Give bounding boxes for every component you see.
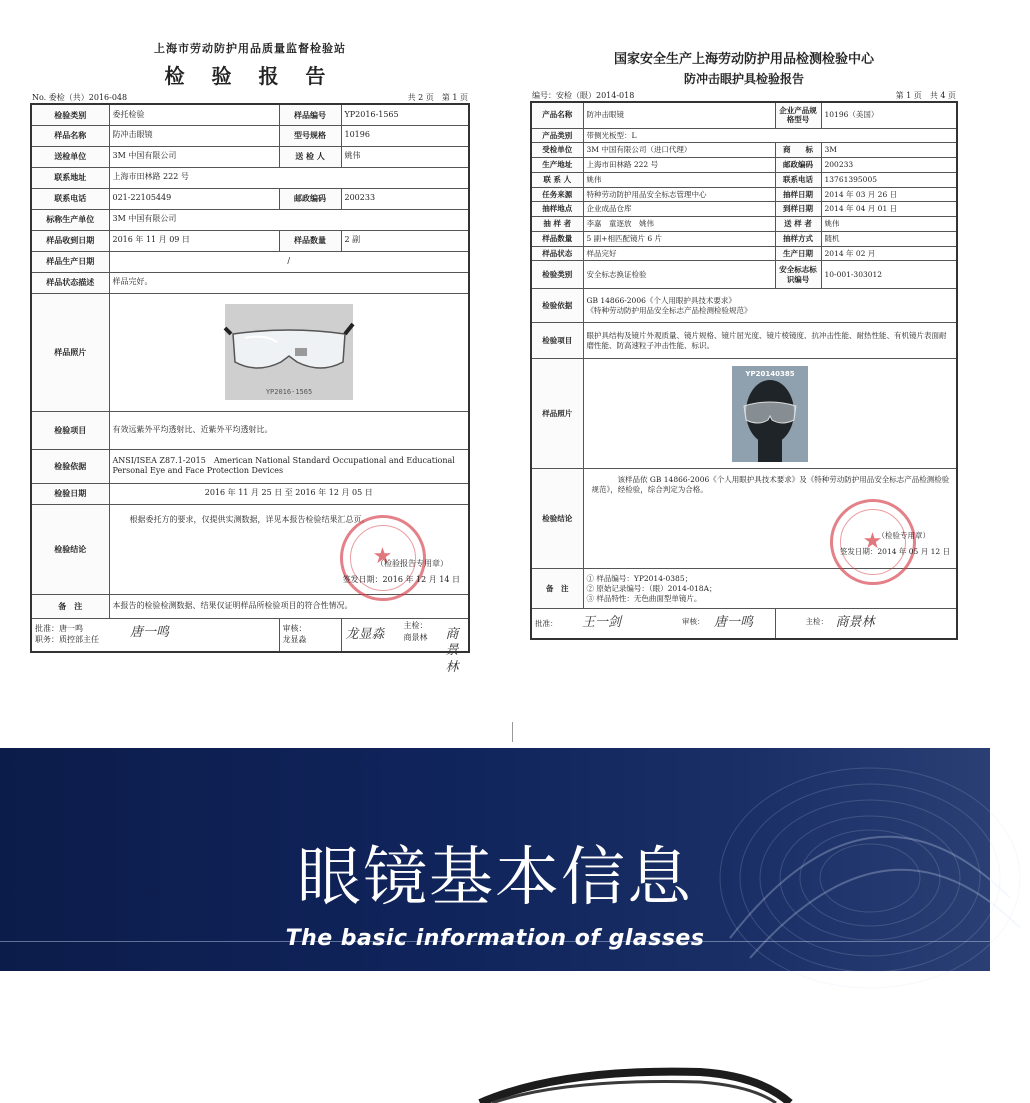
official-stamp <box>340 515 426 601</box>
value-producer: 3M 中国有限公司 <box>109 209 469 230</box>
r-label-contact: 联 系 人 <box>531 172 583 187</box>
label-postcode: 邮政编码 <box>279 188 341 209</box>
reviewer-cell <box>279 618 341 652</box>
label-sender-person: 送 检 人 <box>279 146 341 167</box>
right-report-page: 第 1 页 共 4 页 <box>895 91 956 100</box>
r-stamp-caption: （检验专用章） <box>877 531 930 541</box>
r-value-unit: 3M 中国有限公司（进口代理） <box>583 143 775 158</box>
glasses-product-peek <box>0 1060 990 1103</box>
value-model: 10196 <box>341 125 469 146</box>
r-remark-3: ③ 样品特性：无色曲面型单镜片。 <box>586 593 702 603</box>
r-label-conclusion: 检验结论 <box>531 469 583 569</box>
approver-label: 批准：唐一鸣 <box>35 624 83 634</box>
value-sample-state: 样品完好。 <box>109 272 469 293</box>
r-stamp-star-icon: ★ <box>862 528 883 554</box>
value-address: 上海市田林路 222 号 <box>109 167 469 188</box>
left-report-agency: 上海市劳动防护用品质量监督检验站 <box>154 42 346 55</box>
label-production-date: 样品生产日期 <box>31 251 109 272</box>
label-test-date: 检验日期 <box>31 483 109 504</box>
r-value-sampler: 李嘉 童逐放 姚伟 <box>583 217 775 232</box>
right-report-number: 编号：安检（眼）2014-018 <box>532 91 635 100</box>
value-received-date: 2016 年 11 月 09 日 <box>109 230 279 251</box>
approver-cell <box>31 618 279 652</box>
reviewer-name: 龙显淼 <box>282 634 307 644</box>
r-official-stamp <box>830 499 916 585</box>
label-sample-state: 样品状态描述 <box>31 272 109 293</box>
r-label-product: 产品名称 <box>531 102 583 128</box>
banner-title: 眼镜基本信息 <box>297 841 693 915</box>
right-photo-tag: YP20140385 <box>745 369 795 378</box>
r-value-method: 随机 <box>821 231 957 246</box>
r-chief-label: 主检： <box>805 617 828 627</box>
r-chief-cell <box>775 609 957 639</box>
r-value-quantity: 5 副+相匹配镜片 6 片 <box>583 231 775 246</box>
left-report-title: 检 验 报 告 <box>164 64 336 88</box>
value-remark: 本报告的检验检测数据、结果仅证明样品所检验项目的符合性情况。 <box>109 594 469 618</box>
left-report-table <box>30 103 470 676</box>
label-model: 型号规格 <box>279 125 341 146</box>
approver-signature: 唐一鸣 <box>130 624 170 640</box>
r-value-prod-date: 2014 年 02 月 <box>821 246 957 261</box>
r-value-phone: 13761395005 <box>821 172 957 187</box>
r-value-address: 上海市田林路 222 号 <box>583 158 775 173</box>
label-received-date: 样品收到日期 <box>31 230 109 251</box>
r-remark-2: ② 原始记录编号：（眼）2014-018A； <box>586 583 717 593</box>
label-sender-unit: 送检单位 <box>31 146 109 167</box>
r-label-postcode: 邮政编码 <box>775 158 821 173</box>
r-chief-signature: 商景林 <box>835 615 875 631</box>
stamp-caption: （检验报告专用章） <box>376 558 448 568</box>
label-conclusion: 检验结论 <box>31 504 109 594</box>
right-report-title: 防冲击眼护具检验报告 <box>683 72 804 86</box>
r-label-basis: 检验依据 <box>531 289 583 323</box>
r-label-brand: 商 标 <box>775 143 821 158</box>
label-phone: 联系电话 <box>31 188 109 209</box>
r-value-items: 眼护具结构及镜片外观质量、镜片规格、镜片屈光度、镜片棱镜度、抗冲击性能、耐热性能、有机镜片表面耐磨性能、防高速粒子冲击性能、标识。 <box>583 323 957 359</box>
chief-signature: 商景林 <box>445 626 459 676</box>
value-postcode: 200233 <box>341 188 469 209</box>
r-label-type: 检验类别 <box>531 261 583 289</box>
r-approver-label: 批准： <box>535 618 558 628</box>
divider-tick <box>512 722 513 742</box>
r-label-quantity: 样品数量 <box>531 231 583 246</box>
right-inspection-report <box>530 45 958 665</box>
chief-label: 主检： <box>403 620 428 630</box>
value-sender-person: 姚伟 <box>341 146 469 167</box>
approver-role: 职务：质控部主任 <box>35 634 99 644</box>
label-address: 联系地址 <box>31 167 109 188</box>
reviewer-label: 审核： <box>282 624 307 634</box>
r-label-prod-date: 生产日期 <box>775 246 821 261</box>
stamp-star-icon: ★ <box>372 544 393 570</box>
r-remark-cell <box>583 569 957 609</box>
r-value-basis-2: 《特种劳动防护用品安全标志产品检测检验规范》 <box>586 305 752 315</box>
label-sample-photo: 样品照片 <box>31 293 109 411</box>
r-approver-cell <box>531 609 775 639</box>
conclusion-cell <box>109 504 469 594</box>
r-label-phone: 联系电话 <box>775 172 821 187</box>
r-label-remark: 备 注 <box>531 569 583 609</box>
value-inspect-type: 委托检验 <box>109 104 279 125</box>
r-value-contact: 姚伟 <box>583 172 775 187</box>
r-label-unit: 受检单位 <box>531 143 583 158</box>
label-remark: 备 注 <box>31 594 109 618</box>
label-test-basis: 检验依据 <box>31 449 109 483</box>
r-label-sampler: 抽 样 者 <box>531 217 583 232</box>
r-label-items: 检验项目 <box>531 323 583 359</box>
r-value-type: 安全标志换证检验 <box>583 261 775 289</box>
r-label-site: 抽样地点 <box>531 202 583 217</box>
mannequin-glasses-photo <box>732 366 808 462</box>
info-banner <box>0 748 990 971</box>
safety-glasses-photo <box>225 304 353 400</box>
r-value-arrive: 2014 年 04 月 01 日 <box>821 202 957 217</box>
r-value-category: 带侧光板型：L <box>583 128 957 143</box>
left-report-number: No. 委检（共）2016-048 <box>32 93 128 102</box>
value-test-basis: ANSI/ISEA Z87.1-2015 American National Standard Occupational and Educational Personal Eye and Face Protection Devices <box>109 449 469 483</box>
r-value-conclusion: 该样品依 GB 14866-2006《个人用眼护具技术要求》及《特种劳动防护用品安全标志产品检测检验规范》，经检验，综合判定为合格。 <box>591 475 950 494</box>
value-phone: 021-22105449 <box>109 188 279 209</box>
left-inspection-report <box>30 40 470 676</box>
r-label-category: 产品类别 <box>531 128 583 143</box>
r-conclusion-cell <box>583 469 957 569</box>
r-label-arrive: 到样日期 <box>775 202 821 217</box>
r-value-brand: 3M <box>821 143 957 158</box>
r-value-model: 10196（美国） <box>821 102 957 128</box>
r-label-source: 任务来源 <box>531 187 583 202</box>
r-issue-date: 签发日期：2014 年 05 月 12 日 <box>839 547 950 557</box>
r-value-sample-date: 2014 年 03 月 26 日 <box>821 187 957 202</box>
label-quantity: 样品数量 <box>279 230 341 251</box>
r-value-product: 防冲击眼镜 <box>583 102 775 128</box>
r-label-address: 生产地址 <box>531 158 583 173</box>
r-label-photo: 样品照片 <box>531 359 583 469</box>
left-photo-tag: YP2016-1565 <box>265 388 312 396</box>
label-test-items: 检验项目 <box>31 411 109 449</box>
r-basis-cell <box>583 289 957 323</box>
value-test-items: 有效远紫外平均透射比、近紫外平均透射比。 <box>109 411 469 449</box>
left-report-page: 共 2 页 第 1 页 <box>407 93 468 102</box>
r-reviewer-signature: 唐一鸣 <box>714 615 754 631</box>
r-remark-1: ① 样品编号：YP2014-0385； <box>586 574 693 584</box>
r-value-site: 企业成品仓库 <box>583 202 775 217</box>
r-value-source: 特种劳动防护用品安全标志管理中心 <box>583 187 775 202</box>
r-value-mark: 10-001-303012 <box>821 261 957 289</box>
value-production-date: / <box>109 251 469 272</box>
r-label-sender: 送 样 者 <box>775 217 821 232</box>
r-reviewer-label: 审核： <box>682 617 705 627</box>
sample-photo-cell <box>109 293 469 411</box>
r-label-model: 企业产品规格型号 <box>775 102 821 128</box>
r-photo-cell <box>583 359 957 469</box>
r-label-method: 抽样方式 <box>775 231 821 246</box>
value-conclusion: 根据委托方的要求，仅提供实测数据，详见本报告检验结果汇总页。 <box>129 514 370 524</box>
label-sample-name: 样品名称 <box>31 125 109 146</box>
banner-subtitle: The basic information of glasses <box>285 926 705 951</box>
issue-date: 签发日期：2016 年 12 月 14 日 <box>342 574 460 584</box>
value-quantity: 2 副 <box>341 230 469 251</box>
r-label-sample-date: 抽样日期 <box>775 187 821 202</box>
value-sample-name: 防冲击眼镜 <box>109 125 279 146</box>
label-inspect-type: 检验类别 <box>31 104 109 125</box>
value-sample-no: YP2016-1565 <box>341 104 469 125</box>
r-label-mark: 安全标志标识编号 <box>775 261 821 289</box>
right-report-meta <box>530 90 958 101</box>
left-report-meta <box>30 92 470 103</box>
label-producer: 标称生产单位 <box>31 209 109 230</box>
r-approver-signature: 王一剑 <box>582 615 622 631</box>
right-report-table <box>530 101 958 640</box>
chief-name: 商景林 <box>403 632 428 642</box>
r-label-state: 样品状态 <box>531 246 583 261</box>
chief-cell <box>341 618 469 676</box>
r-value-sender: 姚伟 <box>821 217 957 232</box>
reviewer-signature: 龙显淼 <box>345 626 385 642</box>
r-value-postcode: 200233 <box>821 158 957 173</box>
r-value-state: 样品完好 <box>583 246 775 261</box>
value-test-date: 2016 年 11 月 25 日 至 2016 年 12 月 05 日 <box>109 483 469 504</box>
r-value-basis-1: GB 14866-2006《个人用眼护具技术要求》 <box>586 296 736 305</box>
label-sample-no: 样品编号 <box>279 104 341 125</box>
right-report-agency: 国家安全生产上海劳动防护用品检测检验中心 <box>613 52 874 67</box>
value-sender-unit: 3M 中国有限公司 <box>109 146 279 167</box>
